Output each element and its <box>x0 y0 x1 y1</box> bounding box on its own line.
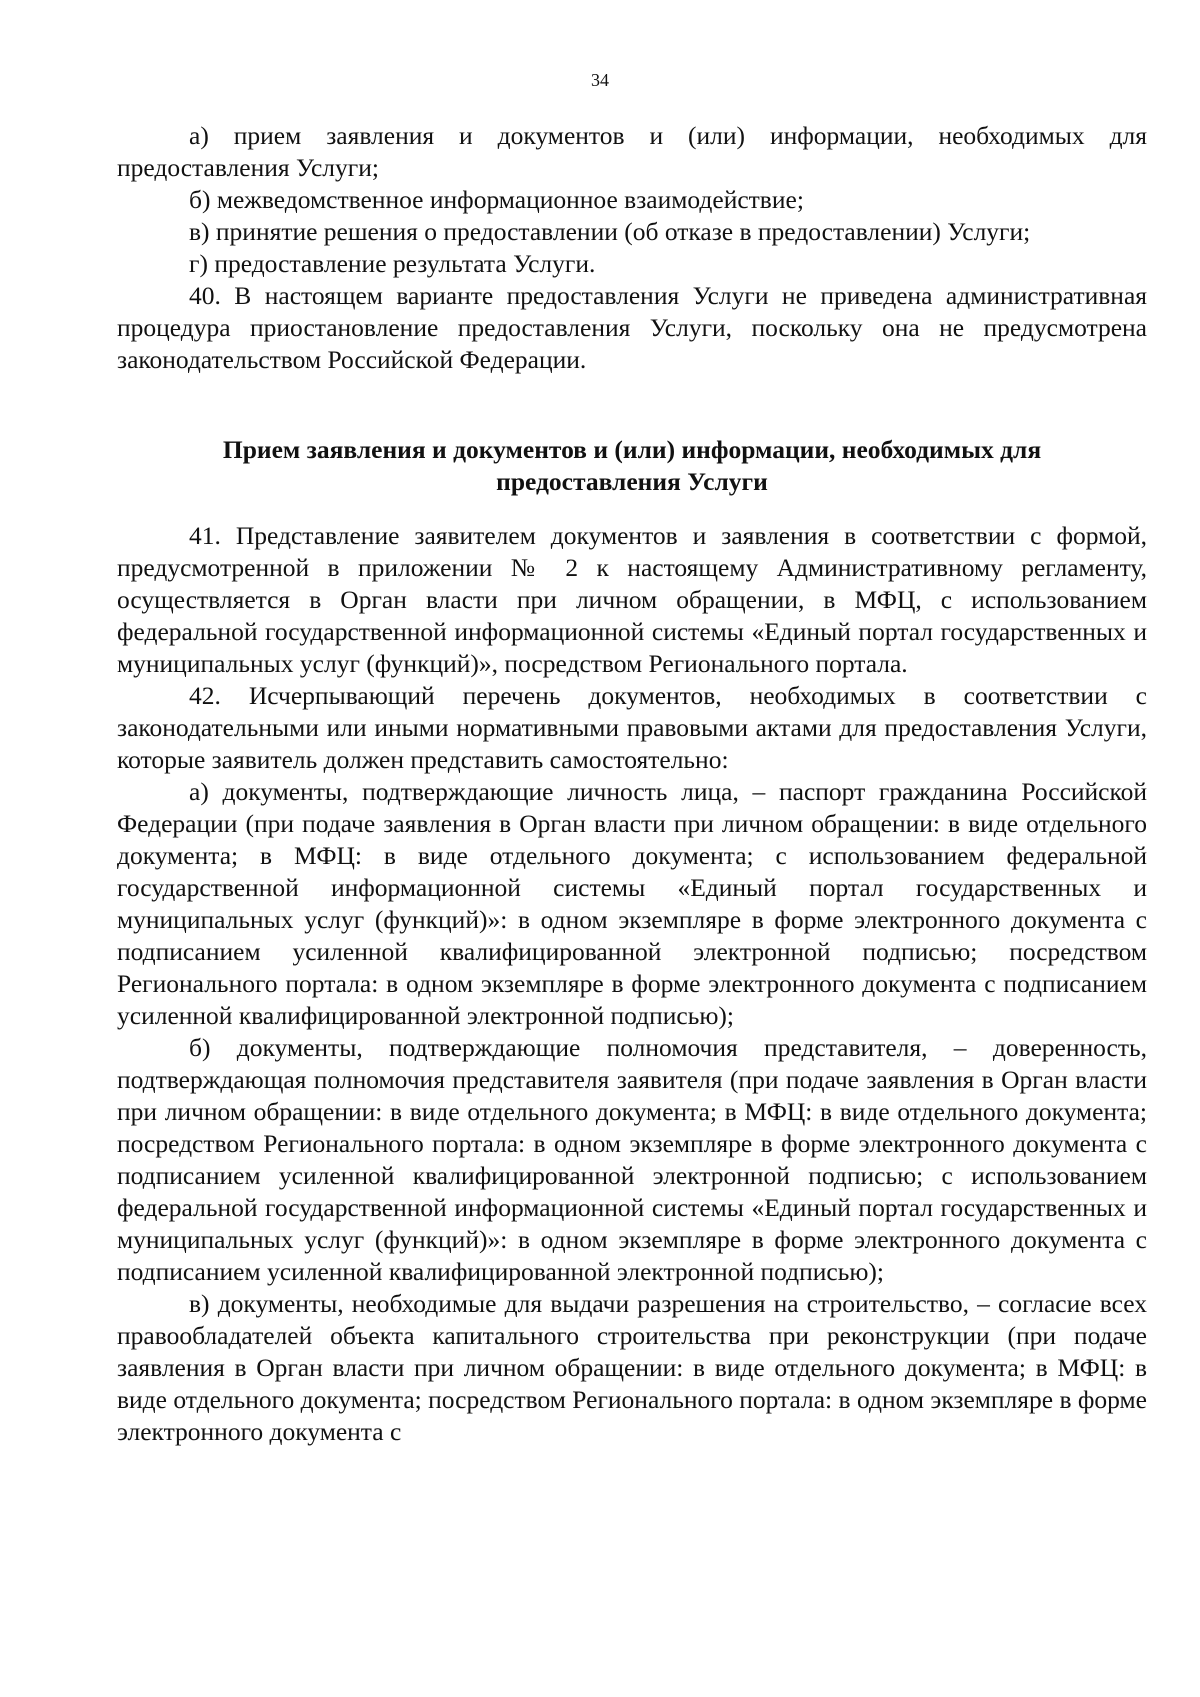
paragraph-42-item-b: б) документы, подтверждающие полномочия представителя, – доверенность, подтверждающая полномочия представителя заявителя (при подаче заявления в Орган власти при личном обращении: в виде отдельного документа; в МФЦ: в виде отдельного документа; посредством Регионального портала: в одном экземпляре в форме электронного документа с подписанием усиленной квалифицированной электронной подписью; с использованием федеральной государственной информационной системы «Единый портал государственных и муниципальных услуг (функций)»: в одном экземпляре в форме электронного документа с подписанием усиленной квалифицированной электронной подписью); <box>117 1033 1147 1286</box>
paragraph-list-item-g: г) предоставление результата Услуги. <box>189 249 596 278</box>
page-number: 34 <box>591 70 609 90</box>
section-heading-line-1: Прием заявления и документов и (или) информации, необходимых для <box>222 435 1042 464</box>
document-body <box>117 120 1147 1448</box>
paragraph-42-item-v: в) документы, необходимые для выдачи разрешения на строительство, – согласие всех правообладателей объекта капитального строительства при реконструкции (при подаче заявления в Орган власти при личном обращении: в виде отдельного документа; в МФЦ: в виде отдельного документа; посредством Регионального портала: в одном экземпляре в форме электронного документа с <box>117 1289 1147 1446</box>
paragraph-40: 40. В настоящем варианте предоставления Услуги не приведена административная процедура приостановление предоставления Услуги, поскольку она не предусмотрена законодательством Российской Федерации. <box>117 281 1147 374</box>
paragraph-41: 41. Представление заявителем документов и заявления в соответствии с формой, предусмотренной в приложении № 2 к настоящему Административному регламенту, осуществляется в Орган власти при личном обращении, в МФЦ, с использованием федеральной государственной информационной системы «Единый портал государственных и муниципальных услуг (функций)», посредством Регионального портала. <box>117 521 1147 678</box>
paragraph-list-item-a: а) прием заявления и документов и (или) информации, необходимых для предоставления Услуги; <box>117 121 1147 182</box>
paragraph-list-item-v: в) принятие решения о предоставлении (об отказе в предоставлении) Услуги; <box>189 217 1031 246</box>
paragraph-42-item-a: а) документы, подтверждающие личность лица, – паспорт гражданина Российской Федерации (при подаче заявления в Орган власти при личном обращении: в виде отдельного документа; в МФЦ: в виде отдельного документа; с использованием федеральной государственной информационной системы «Единый портал государственных и муниципальных услуг (функций)»: в одном экземпляре в форме электронного документа с подписанием усиленной квалифицированной электронной подписью; посредством Регионального портала: в одном экземпляре в форме электронного документа с подписанием усиленной квалифицированной электронной подписью); <box>117 777 1147 1030</box>
section-heading-line-2: предоставления Услуги <box>496 467 768 496</box>
paragraph-42: 42. Исчерпывающий перечень документов, необходимых в соответствии с законодательными или иными нормативными правовыми актами для предоставления Услуги, которые заявитель должен представить самостоятельно: <box>117 681 1147 774</box>
section-heading <box>117 434 1147 498</box>
paragraph-list-item-b: б) межведомственное информационное взаимодействие; <box>189 185 804 214</box>
